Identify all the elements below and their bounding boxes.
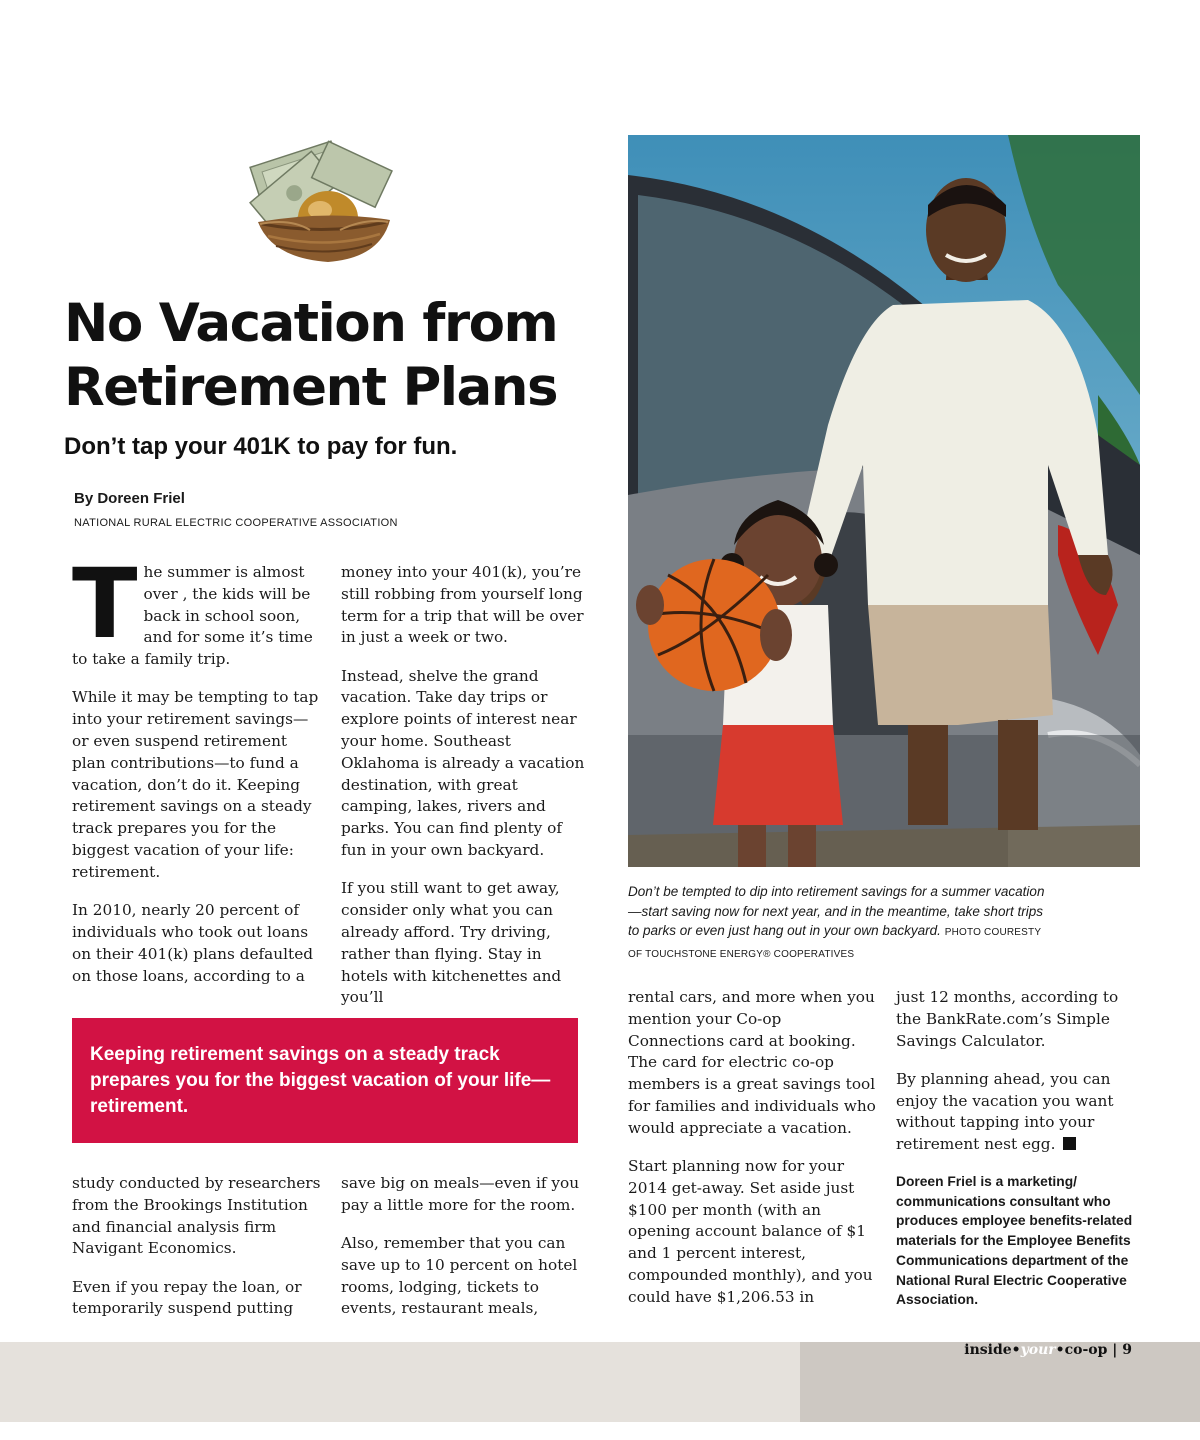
pull-quote xyxy=(72,1018,578,1143)
paragraph xyxy=(896,1069,1146,1156)
father-daughter-photo xyxy=(628,135,1140,867)
page-number: 9 xyxy=(1122,1342,1132,1358)
author-organization: NATIONAL RURAL ELECTRIC COOPERATIVE ASSOCIATION xyxy=(74,517,398,529)
column-1-continued xyxy=(72,1173,322,1320)
folio-brand-coop: •co-op xyxy=(1055,1342,1108,1358)
column-1 xyxy=(72,548,322,987)
paragraph: just 12 months, according to the BankRate.com’s Simple Savings Calculator. xyxy=(896,988,1119,1050)
paragraph: save big on meals—even if you pay a little more for the room. xyxy=(341,1174,580,1214)
column-3 xyxy=(628,987,878,1309)
byline: By Doreen Friel xyxy=(74,490,185,507)
photo-caption xyxy=(628,882,1048,964)
folio-brand-inside: inside• xyxy=(964,1342,1021,1358)
paragraph: Even if you repay the loan, or temporarily suspend putting xyxy=(72,1277,302,1318)
article-title xyxy=(64,292,604,420)
folio-separator: | xyxy=(1107,1342,1123,1358)
paragraph: In 2010, nearly 20 percent of individuals who took out loans on their 401(k) plans defaulted on those loans, according to a xyxy=(72,901,314,985)
photo-credit: PHOTO COURESTY OF TOUCHSTONE ENERGY® COOPERATIVES xyxy=(628,927,1042,960)
column-4 xyxy=(896,987,1146,1156)
article-title-line1: No Vacation from xyxy=(64,293,558,354)
paragraph: rental cars, and more when you mention your Co-op Connections card at booking. The card for electric co-op members is a great savings tool for families and individuals who would appreciate a vacation. xyxy=(628,988,876,1137)
page-folio xyxy=(964,1340,1132,1360)
paragraph: Instead, shelve the grand vacation. Take day trips or explore points of interest near your home. Southeast Oklahoma is already a vacation destination, with great camping, lakes, rivers and parks. You can find plenty of fun in your own backyard. xyxy=(341,666,585,860)
paragraph-text: By planning ahead, you can enjoy the vacation you want without tapping into your retirement nest egg. xyxy=(896,1069,1114,1154)
article-subtitle: Don’t tap your 401K to pay for fun. xyxy=(64,433,458,460)
folio-brand-your: your xyxy=(1020,1342,1056,1358)
paragraph: Start planning now for your 2014 get-away. Set aside just $100 per month (with an opening account balance of $1 and 1 percent interest, compounded monthly), and you could have $1,206.53 in xyxy=(628,1157,873,1306)
paragraph-text: he summer is almost over , the kids will be back in school soon, and for some it’s time to take a family trip. xyxy=(72,563,313,669)
paragraph: money into your 401(k), you’re still robbing from yourself long term for a trip that will be over in just a week or two. xyxy=(341,563,584,647)
paragraph: While it may be tempting to tap into your retirement savings—or even suspend retirement plan contributions—to fund a vacation, don’t do it. Keeping retirement savings on a steady track prepares you for the biggest vacation of your life: retirement. xyxy=(72,688,319,881)
nest-egg-illustration xyxy=(240,140,400,270)
column-2 xyxy=(341,562,591,1009)
author-bio: Doreen Friel is a marketing/ communications consultant who produces employee benefits-related materials for the Employee Benefits Communications department of the National Rural Electric Cooperative Association. xyxy=(896,1174,1133,1308)
drop-cap: T xyxy=(72,548,138,660)
paragraph: Also, remember that you can save up to 10 percent on hotel rooms, lodging, tickets to events, restaurant meals, xyxy=(341,1234,578,1318)
article-title-line2: Retirement Plans xyxy=(64,357,558,418)
column-2-continued xyxy=(341,1173,591,1320)
pull-quote-text: Keeping retirement savings on a steady track prepares you for the biggest vacation of your life—retirement. xyxy=(90,1044,551,1117)
end-of-article-mark xyxy=(1063,1137,1076,1150)
paragraph: study conducted by researchers from the Brookings Institution and financial analysis firm Navigant Economics. xyxy=(72,1174,321,1258)
paragraph xyxy=(72,548,322,671)
paragraph: If you still want to get away, consider only what you can already afford. Try driving, rather than flying. Stay in hotels with kitchenettes and you’ll xyxy=(341,879,562,1007)
caption-text: Don’t be tempted to dip into retirement savings for a summer vacation—start saving now for next year, and in the meantime, take short trips to parks or even just hang out in your own backyard. xyxy=(628,884,1045,938)
